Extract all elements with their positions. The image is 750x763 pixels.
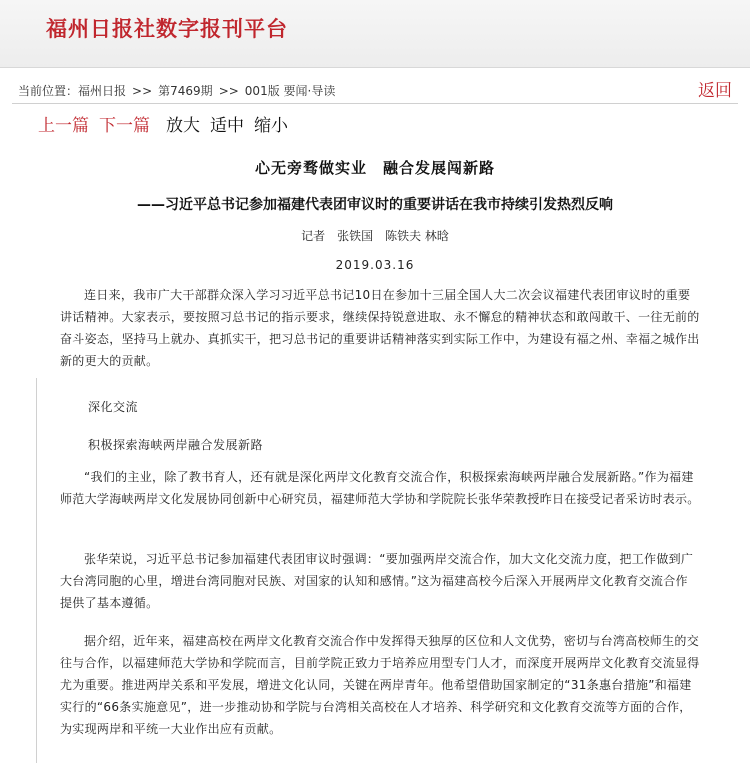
zoom-in-link[interactable]: 放大: [166, 116, 200, 136]
section-subheading: 积极探索海峡两岸融合发展新路: [88, 438, 264, 452]
site-title[interactable]: 福州日报社数字报刊平台: [46, 17, 288, 41]
breadcrumb-item-issue[interactable]: 第7469期: [158, 84, 213, 98]
prev-article-link[interactable]: 上一篇: [38, 116, 89, 136]
article-subtitle: ——习近平总书记参加福建代表团审议时的重要讲话在我市持续引发热烈反响: [137, 197, 613, 213]
breadcrumb-separator: >>: [132, 84, 153, 98]
breadcrumb-item-newspaper[interactable]: 福州日报: [78, 84, 127, 98]
zoom-fit-link[interactable]: 适中: [210, 116, 244, 136]
breadcrumb: [12, 78, 738, 104]
content-divider: [36, 378, 37, 763]
article-title: 心无旁骛做实业 融合发展闯新路: [254, 159, 495, 177]
breadcrumb-label: 当前位置：: [18, 84, 79, 98]
article-date: 2019.03.16: [335, 258, 415, 272]
article-paragraph: 张华荣说，习近平总书记参加福建代表团审议时强调：“要加强两岸交流合作，加大文化交流力度，把工作做到广大台湾同胞的心里，增进台湾同胞对民族、对国家的认知和感情。”这为福建高校今后深入开展两岸文化教育交流合作提供了基本遵循。: [60, 552, 694, 610]
section-heading: 深化交流: [88, 400, 139, 414]
article-paragraph: 据介绍，近年来，福建高校在两岸文化教育交流合作中发挥得天独厚的区位和人文优势，密切与台湾高校师生的交往与合作，以福建师范大学协和学院而言，目前学院正致力于培养应用型专门人才，而深度开展两岸文化教育交流显得尤为重要。推进两岸关系和平发展，增进文化认同，关键在两岸青年。他希望借助国家制定的“31条惠台措施”和福建实行的“66条实施意见”，进一步推动协和学院与台湾相关高校在人才培养、科学研究和文化教育交流等方面的合作，为实现两岸和平统一大业作出应有贡献。: [60, 634, 700, 736]
zoom-out-link[interactable]: 缩小: [254, 116, 288, 136]
breadcrumb-item-page[interactable]: 001版 要闻·导读: [244, 84, 336, 98]
article-toolbar: [38, 113, 292, 139]
article-byline: 记者 张铁国 陈铁夫 林晗: [301, 229, 449, 243]
back-link[interactable]: 返回: [698, 81, 732, 101]
article-paragraph: 连日来，我市广大干部群众深入学习习近平总书记10日在参加十三届全国人大二次会议福建代表团审议时的重要讲话精神。大家表示，要按照习总书记的指示要求，继续保持锐意进取、永不懈怠的精神状态和敢闯敢干、一往无前的奋斗姿态，坚持马上就办、真抓实干，把习总书记的重要讲话精神落实到实际工作中，为建设有福之州、幸福之城作出新的更大的贡献。: [60, 288, 700, 368]
breadcrumb-separator: >>: [218, 84, 239, 98]
next-article-link[interactable]: 下一篇: [99, 116, 150, 136]
site-header: [0, 0, 750, 68]
article-paragraph: “我们的主业，除了教书育人，还有就是深化两岸文化教育交流合作，积极探索海峡两岸融合发展新路。”作为福建师范大学海峡两岸文化发展协同创新中心研究员，福建师范大学协和学院院长张华荣教授昨日在接受记者采访时表示。: [60, 470, 700, 506]
